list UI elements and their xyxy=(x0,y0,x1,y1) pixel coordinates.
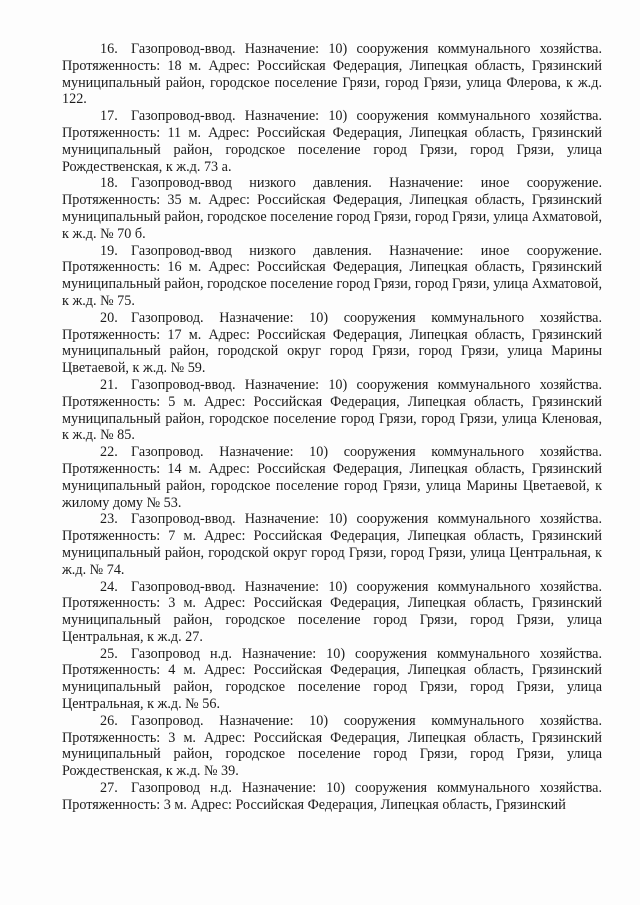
item-text: Газопровод. Назначение: 10) сооружения коммунального хозяйства. Протяженность: 14 м. Адрес: Российская Федерация, Липецкая область, Грязинский муниципальный район, городское поселение город Грязи, улица Марины Цветаевой, к жилому дому № 53. xyxy=(62,444,602,511)
item-number: 26. xyxy=(100,712,118,729)
item-text: Газопровод-ввод. Назначение: 10) сооружения коммунального хозяйства. Протяженность: 11 м. Адрес: Российская Федерация, Липецкая область, Грязинский муниципальный район, городское поселение город Грязи, город Грязи, улица Рождественская, к ж.д. 73 а. xyxy=(62,108,602,175)
list-item xyxy=(62,41,602,108)
item-number: 16. xyxy=(100,41,118,57)
item-text: Газопровод-ввод. Назначение: 10) сооружения коммунального хозяйства. Протяженность: 18 м. Адрес: Российская Федерация, Липецкая область, Грязинский муниципальный район, городское поселение Грязи, город Грязи, улица Флерова, к ж.д. 122. xyxy=(62,41,602,108)
list-item xyxy=(62,108,602,175)
item-text: Газопровод. Назначение: 10) сооружения коммунального хозяйства. Протяженность: 17 м. Адрес: Российская Федерация, Липецкая область, Грязинский муниципальный район, городской округ город Грязи, город Грязи, улица Марины Цветаевой, к ж.д. № 59. xyxy=(62,309,602,377)
list-item xyxy=(62,444,602,511)
item-text: Газопровод-ввод. Назначение: 10) сооружения коммунального хозяйства. Протяженность: 3 м. Адрес: Российская Федерация, Липецкая область, Грязинский муниципальный район, городское поселение город Грязи, город Грязи, улица Центральная, к ж.д. 27. xyxy=(62,578,602,645)
item-number: 25. xyxy=(100,645,118,662)
item-text: Газопровод н.д. Назначение: 10) сооружения коммунального хозяйства. Протяженность: 4 м. Адрес: Российская Федерация, Липецкая область, Грязинский муниципальный район, городское поселение город Грязи, город Грязи, улица Центральная, к ж.д. № 56. xyxy=(62,645,602,713)
list-item xyxy=(62,175,602,242)
list-item xyxy=(62,713,602,780)
list-item xyxy=(62,579,602,646)
list-item xyxy=(62,243,602,310)
item-number: 24. xyxy=(100,578,118,595)
item-number: 17. xyxy=(100,108,118,125)
list-item xyxy=(62,310,602,377)
list-item xyxy=(62,780,602,814)
item-number: 19. xyxy=(100,242,118,259)
item-number: 20. xyxy=(100,309,118,326)
item-text: Газопровод-ввод. Назначение: 10) сооружения коммунального хозяйства. Протяженность: 5 м. Адрес: Российская Федерация, Липецкая область, Грязинский муниципальный район, городское поселение город Грязи, город Грязи, улица Кленовая, к ж.д. № 85. xyxy=(62,376,602,444)
document-body xyxy=(62,41,602,814)
item-number: 23. xyxy=(100,511,118,528)
item-number: 18. xyxy=(100,175,118,192)
item-text: Газопровод-ввод низкого давления. Назначение: иное сооружение. Протяженность: 16 м. Адрес: Российская Федерация, Липецкая область, Грязинский муниципальный район, городское поселение город Грязи, город Грязи, улица Ахматовой, к ж.д. № 75. xyxy=(62,242,602,309)
item-number: 27. xyxy=(100,780,118,797)
item-number: 22. xyxy=(100,444,118,461)
item-number: 21. xyxy=(100,376,118,393)
item-text: Газопровод. Назначение: 10) сооружения коммунального хозяйства. Протяженность: 3 м. Адрес: Российская Федерация, Липецкая область, Грязинский муниципальный район, городское поселение город Грязи, город Грязи, улица Рождественская, к ж.д. № 39. xyxy=(62,712,602,780)
item-text: Газопровод-ввод низкого давления. Назначение: иное сооружение. Протяженность: 35 м. Адрес: Российская Федерация, Липецкая область, Грязинский муниципальный район, городское поселение город Грязи, город Грязи, улица Ахматовой, к ж.д. № 70 б. xyxy=(62,175,602,242)
list-item xyxy=(62,511,602,578)
list-item xyxy=(62,377,602,444)
item-text: Газопровод н.д. Назначение: 10) сооружения коммунального хозяйства. Протяженность: 3 м. Адрес: Российская Федерация, Липецкая область, Грязинский xyxy=(62,780,602,813)
list-item xyxy=(62,646,602,713)
item-text: Газопровод-ввод. Назначение: 10) сооружения коммунального хозяйства. Протяженность: 7 м. Адрес: Российская Федерация, Липецкая область, Грязинский муниципальный район, городской округ город Грязи, город Грязи, улица Центральная, к ж.д. № 74. xyxy=(62,511,602,578)
